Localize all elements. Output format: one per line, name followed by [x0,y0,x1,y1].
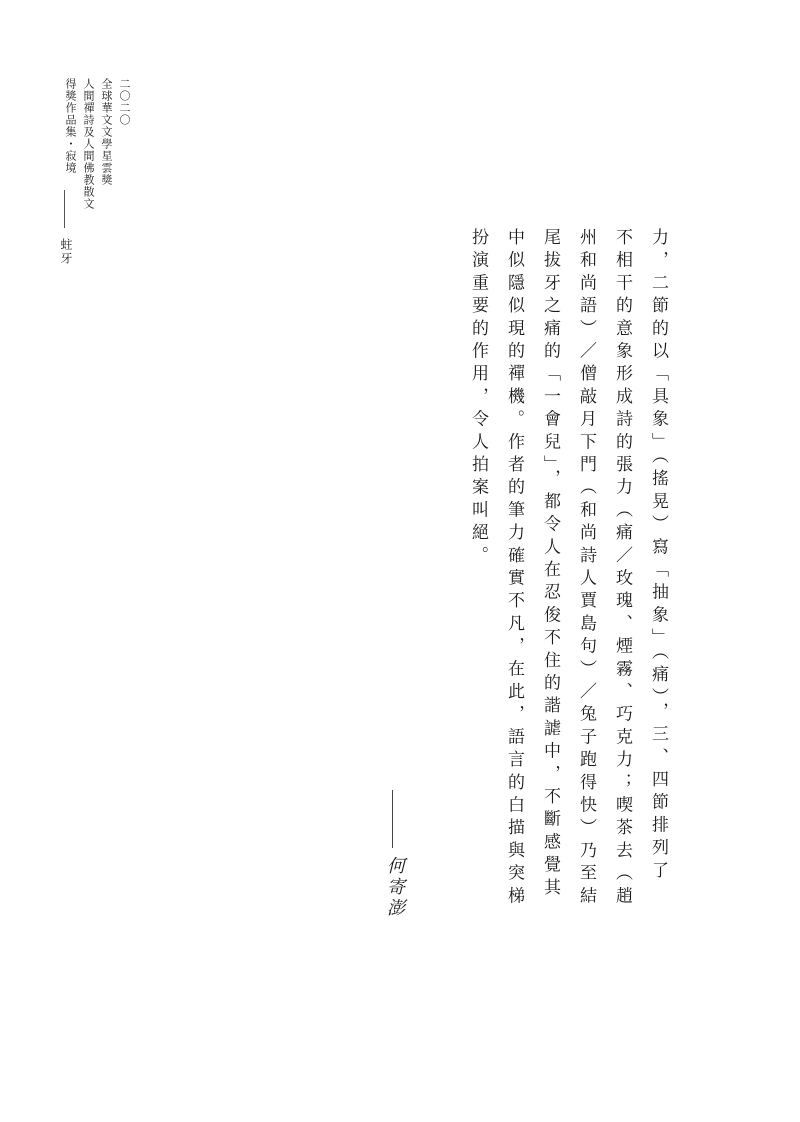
header-year: 二〇二〇 [118,78,131,126]
text-column: 不相干的意象形成詩的張力（痛／玫瑰、煙霧、巧克力；喫茶去（趙 [612,228,632,909]
book-header [50,78,135,210]
header-collection: 得獎作品集・寂境 [64,78,77,174]
commentary-body [422,228,670,948]
text-column: 力，二節的以「具象」（搖晃）寫「抽象」（痛），三、四節排列了 [648,228,668,884]
signature-name: 何寄澎 [384,856,405,919]
header-divider [64,190,65,228]
text-column: 扮演重要的作用，令人拍案叫絕。 [468,228,488,569]
header-category: 人間禪詩及人間佛教散文 [82,78,95,210]
signature-dash [392,790,393,848]
text-column: 中似隱似現的禪機。作者的筆力確實不凡，在此，語言的白描與突梯 [504,228,524,909]
header-work-title: 蛀牙 [59,238,73,266]
text-column: 州和尚語）／僧敲月下門（和尚詩人賈島句）／兔子跑得快）乃至結 [576,228,596,909]
text-column: 尾拔牙之痛的「一會兒」，都令人在忍俊不住的諧謔中，不斷感覺其 [540,228,560,901]
header-award-title: 全球華文文學星雲獎 [100,78,113,186]
